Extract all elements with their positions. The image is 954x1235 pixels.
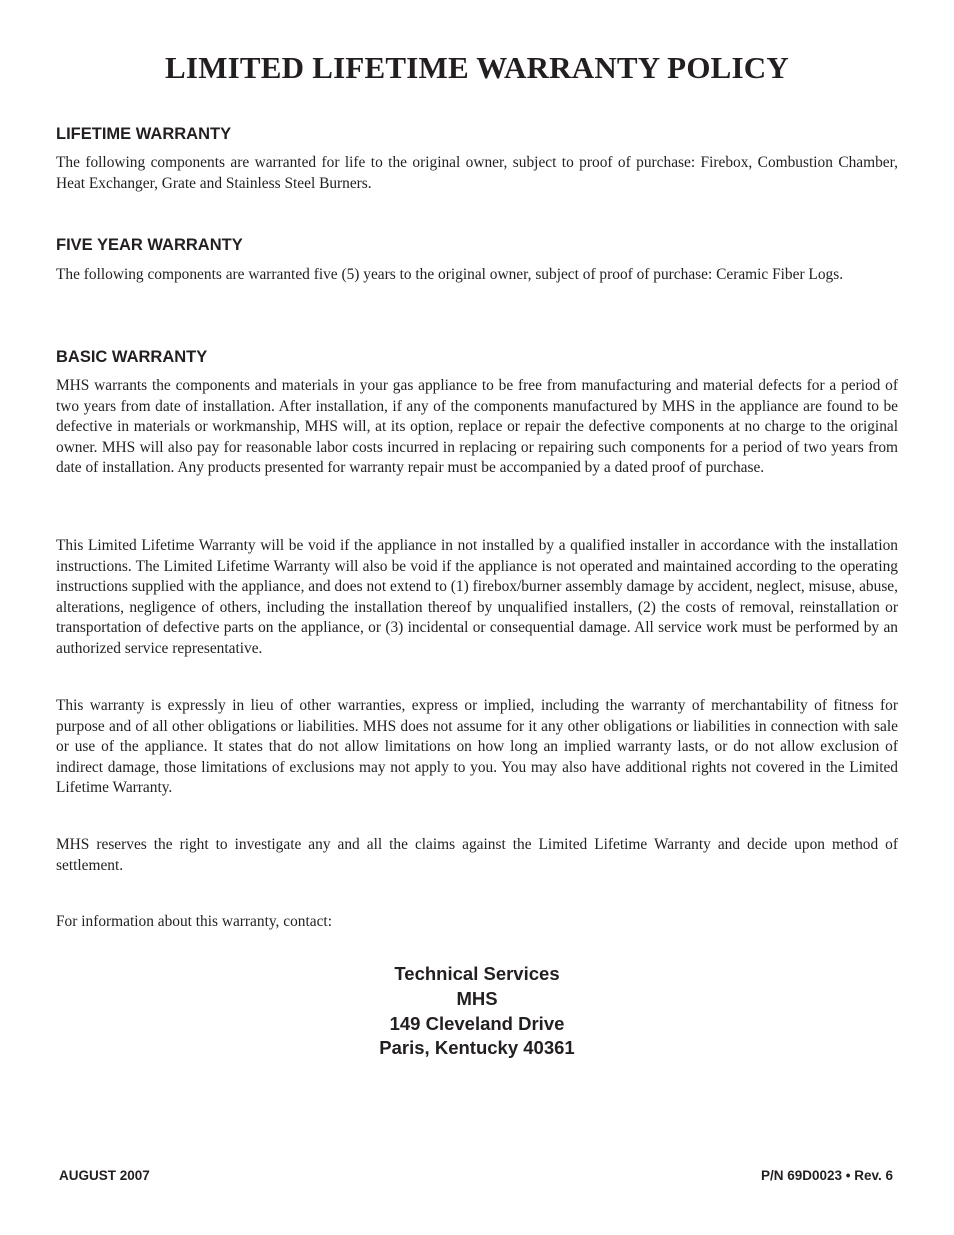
five-year-warranty-heading: FIVE YEAR WARRANTY — [56, 236, 243, 254]
basic-warranty-text: MHS warrants the components and materials in your gas appliance to be free from manufacturing and material defects for a period of two years from date of installation. After installation, if any of the components manufactured by MHS in the appliance are found to be defective in materials or workmanship, MHS will, at its option, replace or repair the defective components at no charge to the original owner. MHS will also pay for reasonable labor costs incurred in replacing or repairing such components for a period of two years from date of installation. Any products presented for warranty repair must be accompanied by a dated proof of purchase. — [56, 377, 898, 477]
claims-paragraph: MHS reserves the right to investigate any and all the claims against the Limited Lifetime Warranty and decide upon method of settlement. — [56, 836, 898, 874]
contact-intro: For information about this warranty, contact: — [56, 913, 332, 930]
lifetime-warranty-heading: LIFETIME WARRANTY — [56, 125, 232, 143]
footer-date: AUGUST 2007 — [59, 1168, 150, 1183]
five-year-warranty-text: The following components are warranted five (5) years to the original owner, subject of proof of purchase: Ceramic Fiber Logs. — [56, 266, 844, 283]
contact-street: 149 Cleveland Drive — [389, 1012, 565, 1034]
contact-address — [0, 962, 954, 1061]
lifetime-warranty-text: The following components are warranted for life to the original owner, subject to proof of purchase: Firebox, Combustion Chamber, Heat Exchanger, Grate and Stainless Steel Burners. — [56, 154, 898, 192]
basic-warranty-heading: BASIC WARRANTY — [56, 348, 208, 366]
disclaimer-paragraph: This warranty is expressly in lieu of other warranties, express or implied, including the warranty of merchantability of fitness for purpose and of all other obligations or liabilities. MHS does not assume for it any other obligations or liabilities in connection with sale or use of the appliance. It states that do not allow limitations on how long an implied warranty lasts, or do not allow exclusion of indirect damage, those limitations of exclusions may not apply to you. You may also have additional rights not covered in the Limited Lifetime Warranty. — [56, 697, 898, 797]
void-conditions-paragraph: This Limited Lifetime Warranty will be void if the appliance in not installed by a qualified installer in accordance with the installation instructions. The Limited Lifetime Warranty will also be void if the appliance is not operated and maintained according to the operating instructions supplied with the appliance, and does not extend to (1) firebox/burner assembly damage by accident, neglect, misuse, abuse, alterations, negligence of others, including the installation thereof by unqualified installers, (2) the costs of removal, reinstallation or transportation of defective parts on the appliance, or (3) incidental or consequential damage. All service work must be performed by an authorized service representative. — [56, 537, 898, 657]
contact-city-state-zip: Paris, Kentucky 40361 — [379, 1037, 575, 1059]
footer-part-number: P/N 69D0023 • Rev. 6 — [760, 1168, 893, 1183]
contact-company: MHS — [456, 987, 498, 1009]
page-title: LIMITED LIFETIME WARRANTY POLICY — [165, 50, 789, 85]
contact-department: Technical Services — [394, 963, 560, 984]
